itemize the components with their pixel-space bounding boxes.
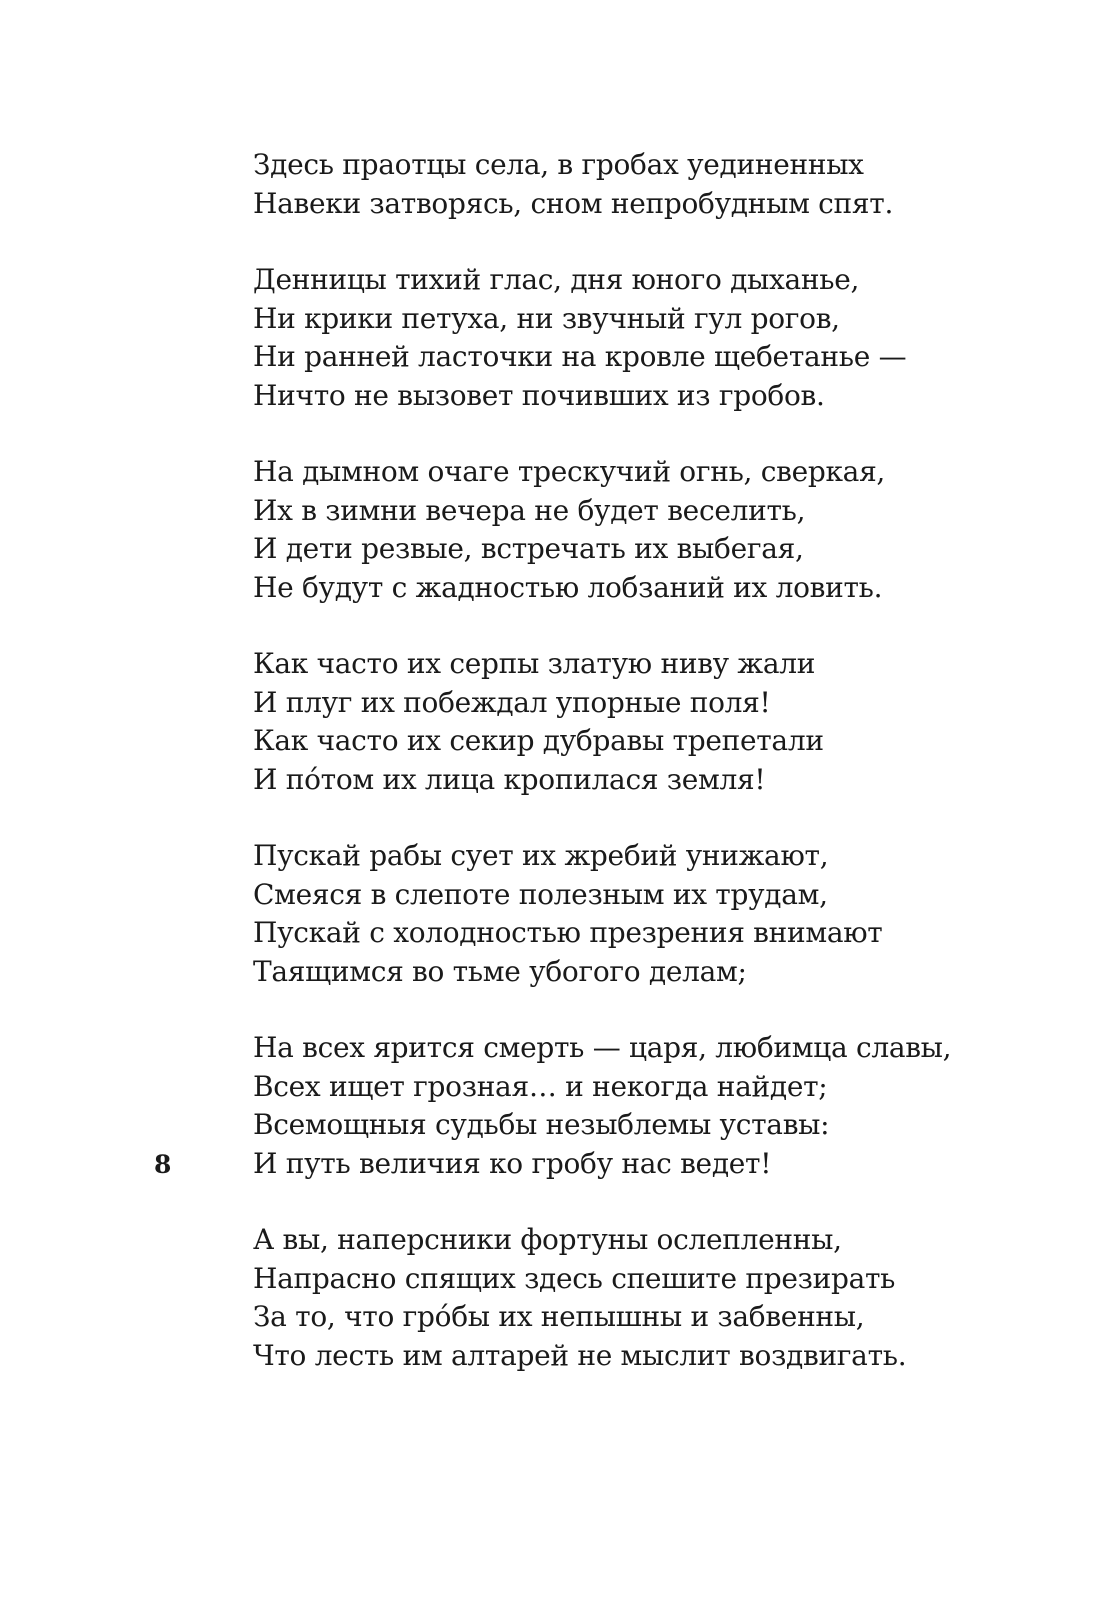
- stanza-3: [253, 453, 1033, 607]
- poem-line: Навеки затворясь, сном непробудным спят.: [253, 186, 894, 220]
- stanza-2: [253, 261, 1033, 415]
- poem-line: На всех ярится смерть — царя, любимца славы,: [253, 1031, 952, 1064]
- poem-line: Смеяся в слепоте полезным их трудам,: [253, 877, 828, 911]
- poem-line: На дымном очаге трескучий огнь, сверкая,: [253, 455, 886, 488]
- poem-line: Как часто их секир дубравы трепетали: [253, 724, 824, 757]
- poem-line: А вы, наперсники фортуны ослепленны,: [253, 1223, 842, 1256]
- poem-line: Всех ищет грозная… и некогда найдет;: [253, 1069, 828, 1103]
- poem-line: Пускай с холодностью презрения внимают: [253, 916, 883, 949]
- poem-line: Что лесть им алтарей не мыслит воздвигать.: [253, 1338, 907, 1372]
- poem-line: Ни крики петуха, ни звучный гул рогов,: [253, 301, 840, 335]
- poem-line: Здесь праотцы села, в гробах уединенных: [253, 148, 864, 181]
- poem-line: Напрасно спящих здесь спешите презирать: [253, 1261, 896, 1295]
- stanza-4: [253, 645, 1033, 799]
- stanza-5: [253, 837, 1033, 991]
- poem-line: Ничто не вызовет почивших из гробов.: [253, 378, 825, 412]
- poem-line: Пускай рабы сует их жребий унижают,: [253, 839, 829, 872]
- poem-text: [253, 146, 1033, 1413]
- stanza-6: [253, 1029, 1033, 1183]
- poem-line: Как часто их серпы златую ниву жали: [253, 647, 816, 680]
- poem-line: И путь величия ко гробу нас ведет!: [253, 1146, 772, 1180]
- poem-line: Ни ранней ласточки на кровле щебетанье —: [253, 340, 907, 373]
- poem-line: И дети резвые, встречать их выбегая,: [253, 532, 804, 565]
- stanza-1: [253, 146, 1033, 223]
- stanza-7: [253, 1221, 1033, 1375]
- poem-line: И пóтом их лица кропилася земля!: [253, 762, 766, 796]
- poem-line: За то, что грóбы их непышны и забвенны,: [253, 1300, 865, 1333]
- poem-line: Денницы тихий глас, дня юного дыханье,: [253, 263, 860, 296]
- poem-line: Их в зимни вечера не будет веселить,: [253, 493, 806, 527]
- poem-line: Всемощныя судьбы незыблемы уставы:: [253, 1108, 830, 1141]
- poem-line: Таящимся во тьме убогого делам;: [253, 954, 747, 988]
- poem-line: И плуг их побеждал упорные поля!: [253, 685, 771, 719]
- page-number: 8: [154, 1150, 172, 1179]
- poem-line: Не будут с жадностью лобзаний их ловить.: [253, 570, 883, 604]
